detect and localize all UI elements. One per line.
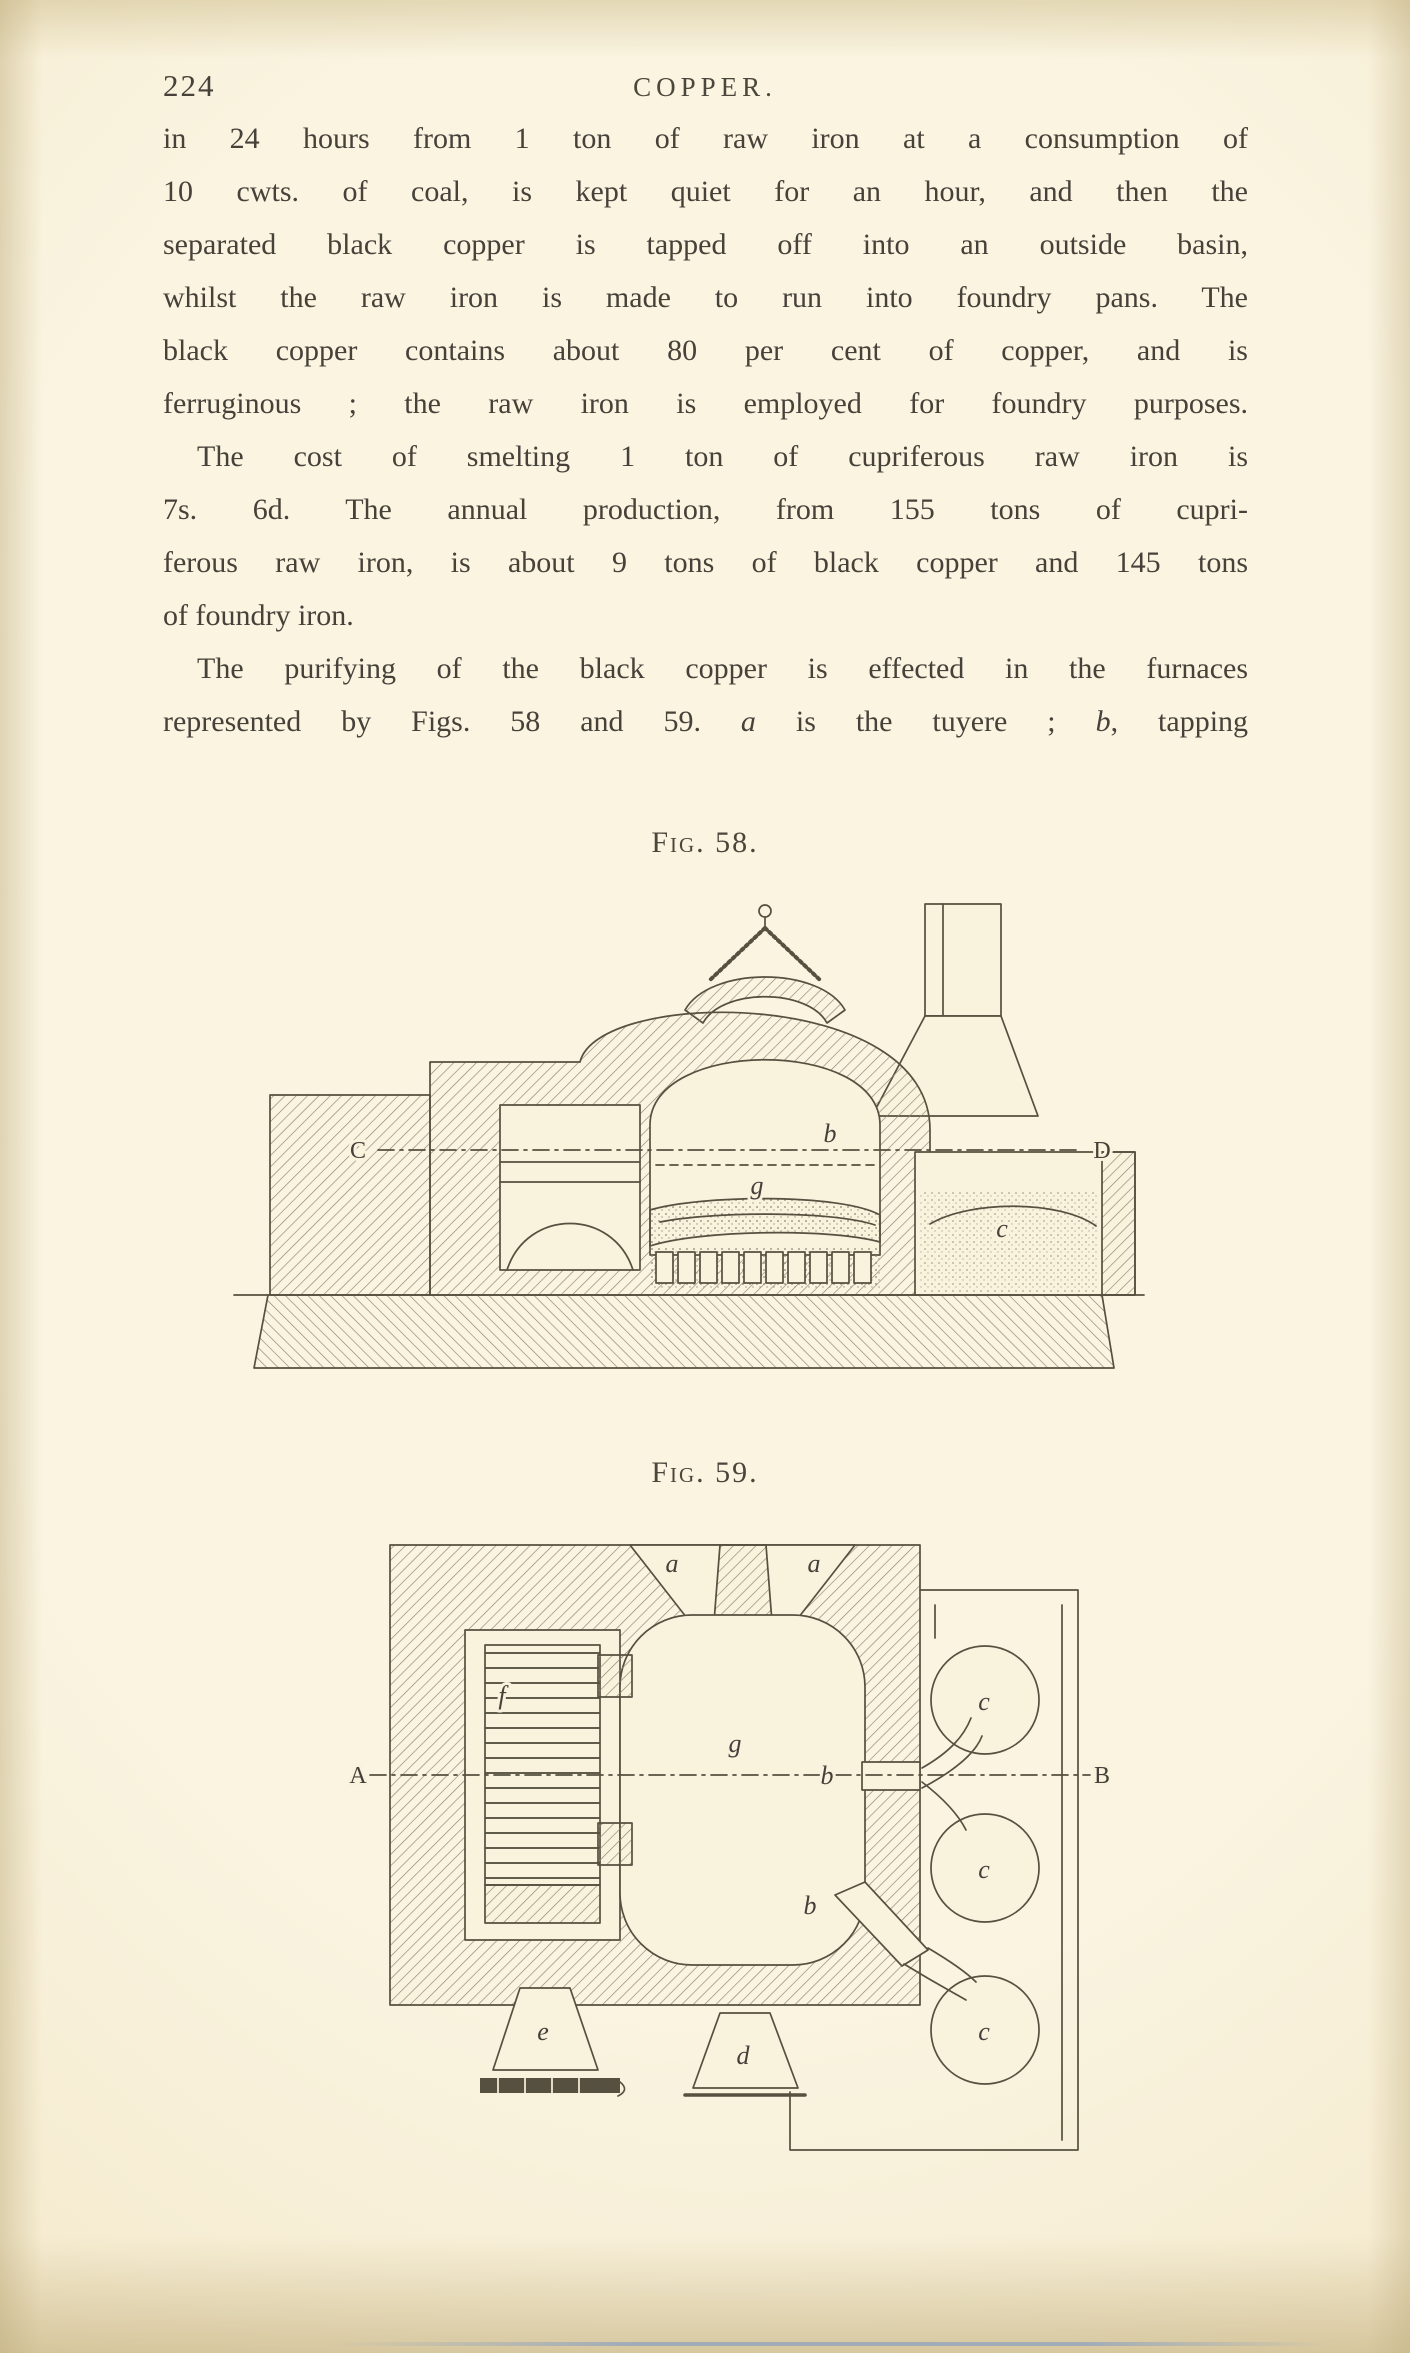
fig58-label-C: C bbox=[349, 1138, 367, 1164]
hearth-chamber bbox=[620, 1615, 865, 1965]
fig58-caption: Fig. 58. bbox=[651, 826, 759, 859]
fig58-label-D: D bbox=[1093, 1138, 1111, 1164]
fig58-label-g: g bbox=[750, 1171, 764, 1200]
text-line: ferruginous ; the raw iron is employed for foundry purposes. bbox=[163, 387, 1248, 420]
text-line: The purifying of the black copper is effected in the furnaces bbox=[197, 652, 1248, 685]
grate bbox=[650, 1246, 880, 1290]
text-line: ferous raw iron, is about 9 tons of black copper and 145 tons bbox=[163, 546, 1248, 579]
text-run: , tapping bbox=[1110, 705, 1249, 738]
fig59-label-c2: c bbox=[978, 1855, 990, 1884]
ref-letter-b: b bbox=[1095, 705, 1111, 738]
fig59-label-a1: a bbox=[665, 1549, 679, 1578]
chain-and-hood bbox=[685, 905, 845, 1023]
fig59-label-b1: b bbox=[820, 1761, 834, 1790]
base-slab bbox=[234, 1295, 1144, 1368]
fig59-label-c3: c bbox=[978, 2017, 990, 2046]
fig59-label-c1: c bbox=[978, 1687, 990, 1716]
text-line: black copper contains about 80 per cent of copper, and is bbox=[163, 334, 1248, 367]
ref-letter-a: a bbox=[740, 705, 756, 738]
text-line: separated black copper is tapped off into an outside basin, bbox=[163, 228, 1248, 261]
fig58-label-b: b bbox=[823, 1119, 837, 1148]
fig59-label-a2: a bbox=[807, 1549, 821, 1578]
fig59-label-f: f bbox=[498, 1681, 506, 1710]
text-run: is the tuyere ; bbox=[795, 705, 1056, 738]
fig59-caption: Fig. 59. bbox=[651, 1456, 759, 1489]
fig59-label-e: e bbox=[537, 2017, 549, 2046]
fig59-label-A: A bbox=[349, 1763, 367, 1789]
text-line: in 24 hours from 1 ton of raw iron at a consumption of bbox=[163, 122, 1248, 155]
fig59-label-b2: b bbox=[803, 1891, 817, 1920]
tuyere-opening bbox=[862, 1762, 920, 1790]
page-number: 224 bbox=[163, 68, 216, 103]
left-masonry-block bbox=[270, 1095, 430, 1295]
text-line: The cost of smelting 1 ton of cupriferous raw iron is bbox=[197, 440, 1248, 473]
text-line: 10 cwts. of coal, is kept quiet for an hour, and then the bbox=[163, 175, 1248, 208]
fig58-label-c: c bbox=[996, 1214, 1008, 1243]
fig59-label-g: g bbox=[728, 1729, 742, 1758]
text-run: represented by Figs. 58 and 59. bbox=[163, 705, 701, 738]
text-line bbox=[163, 695, 1248, 748]
text-line: 7s. 6d. The annual production, from 155 tons of cupri- bbox=[163, 493, 1248, 526]
slag-basin bbox=[915, 1152, 1135, 1295]
fig58-illustration bbox=[230, 890, 1170, 1385]
fig59-label-d: d bbox=[736, 2041, 750, 2070]
text-line: whilst the raw iron is made to run into foundry pans. The bbox=[163, 281, 1248, 314]
scan-edge-artifact bbox=[330, 2342, 1330, 2346]
left-chamber bbox=[500, 1105, 640, 1270]
running-head: COPPER. bbox=[633, 72, 777, 102]
text-line: of foundry iron. bbox=[163, 599, 354, 632]
fig59-label-B: B bbox=[1093, 1763, 1111, 1789]
body-text bbox=[163, 112, 1248, 748]
fig59-illustration bbox=[330, 1530, 1130, 2180]
